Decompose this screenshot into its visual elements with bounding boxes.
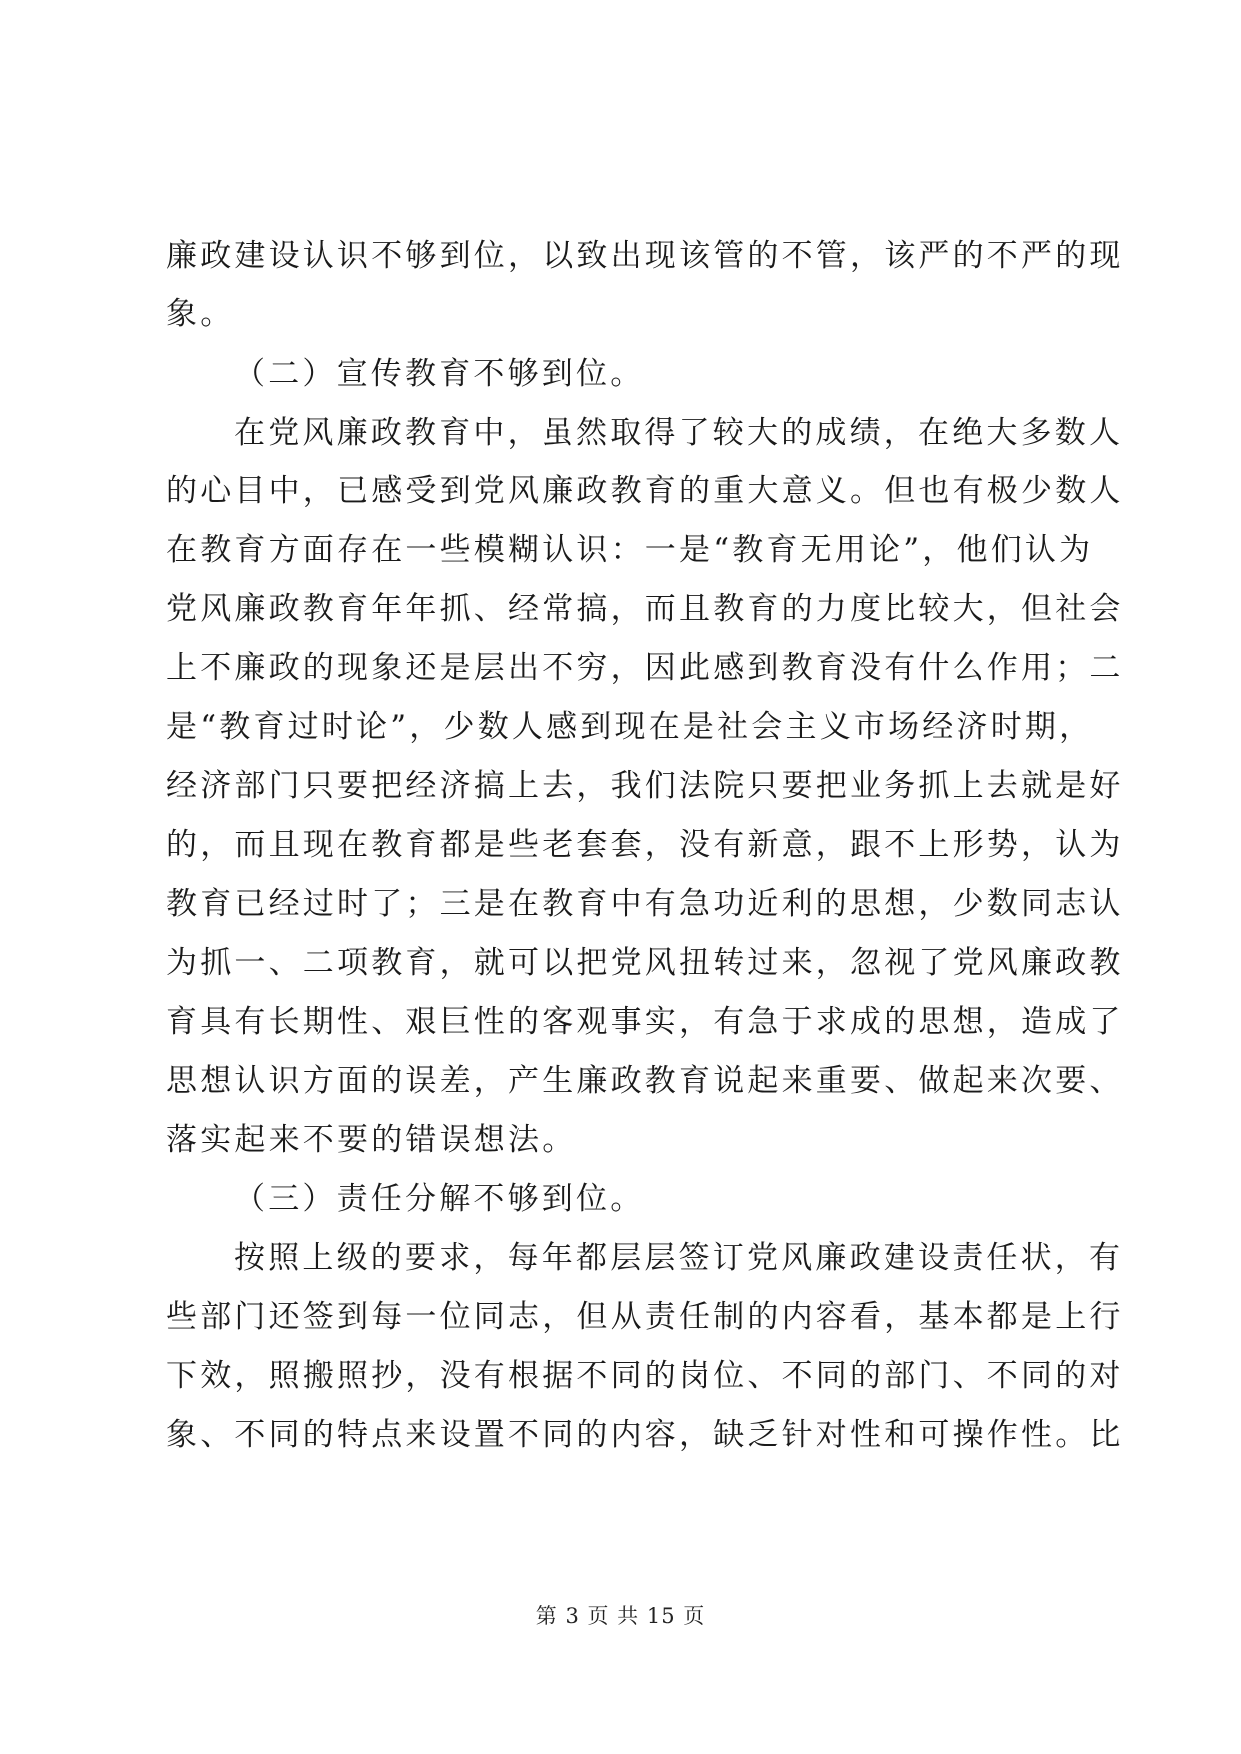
body-text-line: 是“教育过时论”，少数人感到现在是社会主义市场经济时期， [166,709,1094,745]
page-number-footer: 第 3 页 共 15 页 [535,1604,706,1628]
body-text-line: 的心目中，已感受到党风廉政教育的重大意义。但也有极少数人 [166,473,1124,509]
body-text-line: 教育已经过时了；三是在教育中有急功近利的思想，少数同志认 [166,886,1124,922]
body-text-line: 在党风廉政教育中，虽然取得了较大的成绩，在绝大多数人 [234,415,1124,451]
section-heading-2: （二）宣传教育不够到位。 [234,356,645,392]
body-text-line: 上不廉政的现象还是层出不穷，因此感到教育没有什么作用；二 [166,650,1124,686]
body-text-line: 思想认识方面的误差，产生廉政教育说起来重要、做起来次要、 [166,1063,1124,1099]
body-text-line: 经济部门只要把经济搞上去，我们法院只要把业务抓上去就是好 [166,768,1124,804]
body-text-line: 落实起来不要的错误想法。 [166,1122,577,1158]
body-text-line: 按照上级的要求，每年都层层签订党风廉政建设责任状，有 [234,1240,1124,1276]
body-text-line: 为抓一、二项教育，就可以把党风扭转过来，忽视了党风廉政教 [166,945,1124,981]
body-text-line: 的，而且现在教育都是些老套套，没有新意，跟不上形势，认为 [166,827,1124,863]
body-text-line: 在教育方面存在一些模糊认识：一是“教育无用论”，他们认为 [166,532,1094,568]
body-text-line: 象。 [166,296,235,332]
body-text-line: 育具有长期性、艰巨性的客观事实，有急于求成的思想，造成了 [166,1004,1124,1040]
body-text-line: 党风廉政教育年年抓、经常搞，而且教育的力度比较大，但社会 [166,591,1124,627]
body-text-line: 廉政建设认识不够到位，以致出现该管的不管，该严的不严的现 [166,238,1124,274]
section-heading-3: （三）责任分解不够到位。 [234,1181,645,1217]
body-text-line: 下效，照搬照抄，没有根据不同的岗位、不同的部门、不同的对 [166,1358,1124,1394]
body-text-line: 象、不同的特点来设置不同的内容，缺乏针对性和可操作性。比 [166,1417,1124,1453]
body-text-line: 些部门还签到每一位同志，但从责任制的内容看，基本都是上行 [166,1299,1124,1335]
